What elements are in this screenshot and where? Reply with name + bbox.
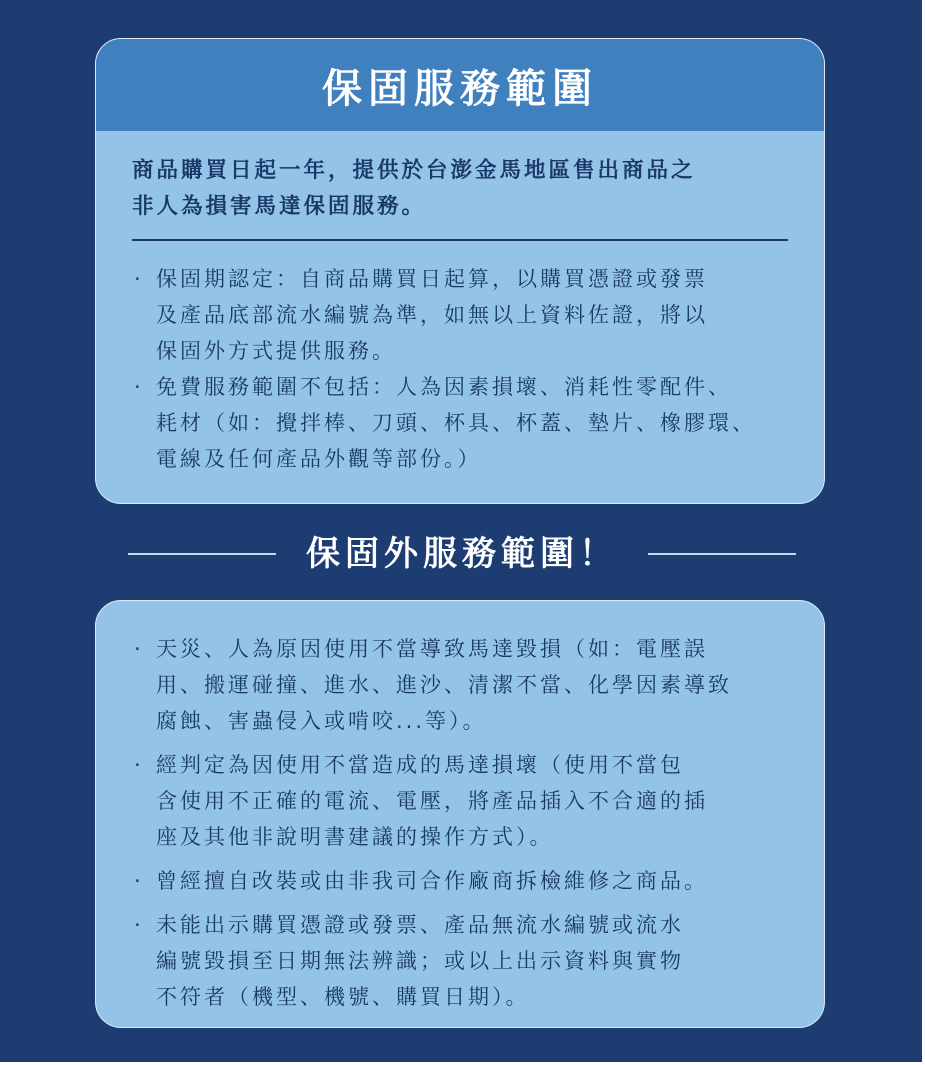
bullet-mark: · <box>134 869 144 893</box>
warranty-scope-card <box>95 38 825 504</box>
list-item-line: 不符者（機型、機號、購買日期）。 <box>156 985 530 1009</box>
list-item <box>134 261 788 369</box>
list-item-line: 經判定為因使用不當造成的馬達損壞（使用不當包 <box>156 753 684 777</box>
list-item-line: 用、搬運碰撞、進水、進沙、清潔不當、化學因素導致 <box>156 673 732 697</box>
out-of-warranty-title: 保固外服務範圍！ <box>306 534 618 574</box>
list-item-line: 保固外方式提供服務。 <box>156 338 396 363</box>
warranty-scope-header <box>96 39 824 131</box>
list-item-line: 免費服務範圍不包括：人為因素損壞、消耗性零配件、 <box>156 374 732 399</box>
list-item-line: 腐蝕、害蟲侵入或啃咬...等）。 <box>156 709 487 733</box>
list-item <box>134 863 788 899</box>
warranty-intro-line: 非人為損害馬達保固服務。 <box>132 194 427 219</box>
list-item-line: 耗材（如：攪拌棒、刀頭、杯具、杯蓋、墊片、橡膠環、 <box>156 410 756 435</box>
heading-rule-right <box>648 553 796 555</box>
bullet-mark: · <box>134 266 144 291</box>
warranty-intro-line: 商品購買日起一年，提供於台澎金馬地區售出商品之 <box>132 158 696 183</box>
warranty-scope-list <box>96 241 824 477</box>
bullet-mark: · <box>134 637 144 661</box>
list-item-line: 曾經擅自改裝或由非我司合作廠商拆檢維修之商品。 <box>156 869 708 893</box>
out-of-warranty-heading <box>0 530 922 578</box>
list-item-line: 編號毀損至日期無法辨識；或以上出示資料與實物 <box>156 949 684 973</box>
list-item-line: 天災、人為原因使用不當導致馬達毀損（如：電壓誤 <box>156 637 708 661</box>
list-item-line: 未能出示購買憑證或發票、產品無流水編號或流水 <box>156 913 684 937</box>
out-of-warranty-list <box>96 601 824 1015</box>
list-item-line: 及產品底部流水編號為準，如無以上資料佐證，將以 <box>156 302 708 327</box>
list-item <box>134 631 788 739</box>
bullet-mark: · <box>134 374 144 399</box>
warranty-scope-title: 保固服務範圍 <box>322 65 598 112</box>
list-item-line: 含使用不正確的電流、電壓，將產品插入不合適的插 <box>156 789 708 813</box>
list-item <box>134 907 788 1015</box>
list-item-line: 座及其他非說明書建議的操作方式）。 <box>156 825 554 849</box>
list-item <box>134 747 788 855</box>
list-item <box>134 369 788 477</box>
out-of-warranty-card <box>95 600 825 1028</box>
bullet-mark: · <box>134 913 144 937</box>
heading-rule-left <box>128 553 276 555</box>
list-item-line: 電線及任何產品外觀等部份。） <box>156 446 482 471</box>
list-item-line: 保固期認定：自商品購買日起算，以購買憑證或發票 <box>156 266 708 291</box>
bullet-mark: · <box>134 753 144 777</box>
warranty-intro <box>96 131 824 225</box>
